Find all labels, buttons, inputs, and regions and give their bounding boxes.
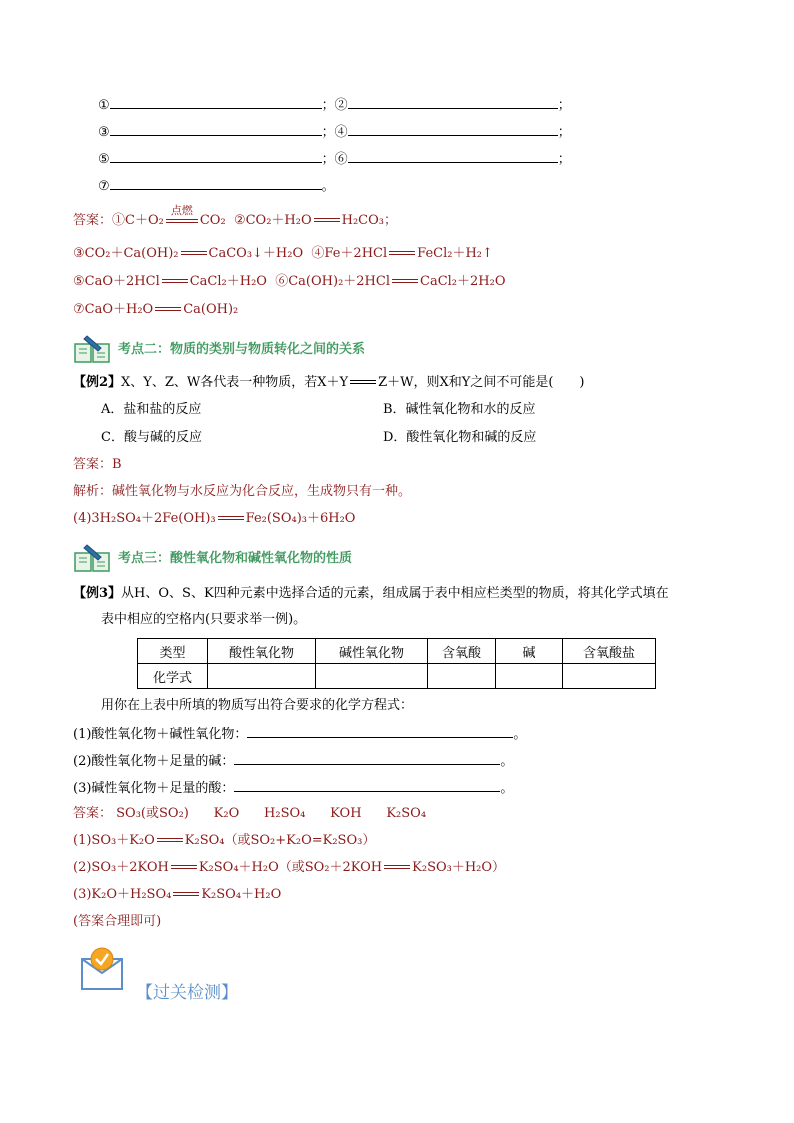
answer1-line4: ⑦CaO＋H₂O Ca(OH)₂ xyxy=(73,302,239,317)
example3-answer-line: 答案： SO₃(或SO₂) K₂O H₂SO₄ KOH K₂SO₄ xyxy=(73,806,427,821)
blank-row-1: ① ；② ； xyxy=(98,95,571,115)
example2-question: 【例2】X、Y、Z、W各代表一种物质，若X＋Y Z＋W，则X和Y之间不可能是( ) xyxy=(73,375,585,390)
example2-extra: (4)3H₂SO₄＋2Fe(OH)₃ Fe₂(SO₄)₃＋6H₂O xyxy=(73,511,356,526)
sub2-blank[interactable] xyxy=(234,751,500,765)
table-header-row xyxy=(138,639,656,664)
book-pencil-icon xyxy=(73,334,113,364)
table-input-cell[interactable] xyxy=(208,664,316,689)
example2-analysis: 解析：碱性氧化物与水反应为化合反应，生成物只有一种。 xyxy=(73,484,412,499)
answer1-line1: 答案：①C＋O₂ 点燃 CO₂ ②CO₂＋H₂O H₂CO₃； xyxy=(73,203,397,228)
example3-question-line2: 表中相应的空格内(只要求举一例)。 xyxy=(101,612,307,627)
checkpoint-icon xyxy=(80,945,124,991)
sub1-blank[interactable] xyxy=(247,724,513,738)
section3-heading: 考点三：酸性氧化物和碱性氧化物的性质 xyxy=(73,543,753,569)
blank-row-3: ⑤ ；⑥ ； xyxy=(98,149,571,169)
example3-answer-1: (1)SO₃＋K₂O K₂SO₄（或SO₂+K₂O=K₂SO₃） xyxy=(73,833,376,848)
table-header-cell: 碱性氧化物 xyxy=(316,639,428,664)
blank-2[interactable] xyxy=(348,95,558,109)
table-header-cell: 类型 xyxy=(138,639,208,664)
book-pencil-icon xyxy=(73,543,113,573)
example3-question-line1: 【例3】从H、O、S、K四种元素中选择合适的元素，组成属于表中相应栏类型的物质，将其化学式填在 xyxy=(73,586,669,601)
example2-option-b[interactable]: B．碱性氧化物和水的反应 xyxy=(383,402,536,417)
blank-5[interactable] xyxy=(110,149,322,163)
table-row xyxy=(138,664,656,689)
table-header-cell: 含氧酸盐 xyxy=(563,639,656,664)
table-input-cell[interactable] xyxy=(316,664,428,689)
table-input-cell[interactable] xyxy=(563,664,656,689)
blank-3[interactable] xyxy=(110,122,322,136)
table-input-cell[interactable] xyxy=(496,664,563,689)
example3-sub1: (1)酸性氧化物＋碱性氧化物： 。 xyxy=(73,724,526,744)
section2-heading: 考点二：物质的类别与物质转化之间的关系 xyxy=(73,334,753,360)
example3-note: (答案合理即可) xyxy=(73,914,162,929)
example2-option-d[interactable]: D．酸性氧化物和碱的反应 xyxy=(383,430,537,445)
example3-answer-2: (2)SO₃＋2KOH K₂SO₄＋H₂O（或SO₂＋2KOH K₂SO₃＋H₂O） xyxy=(73,860,506,875)
answer1-line2: ③CO₂＋Ca(OH)₂ CaCO₃↓＋H₂O ④Fe＋2HCl FeCl₂＋H₂↑ xyxy=(73,246,493,261)
sub3-blank[interactable] xyxy=(234,778,500,792)
example3-answer-3: (3)K₂O＋H₂SO₄ K₂SO₄＋H₂O xyxy=(73,887,282,902)
example2-option-c[interactable]: C．酸与碱的反应 xyxy=(101,430,202,445)
table-input-cell[interactable] xyxy=(428,664,496,689)
answer1-line3: ⑤CaO＋2HCl CaCl₂＋H₂O ⑥Ca(OH)₂＋2HCl CaCl₂＋2H₂O xyxy=(73,274,506,289)
blank-row-4: ⑦ 。 xyxy=(98,176,335,196)
blank-4[interactable] xyxy=(348,122,558,136)
table-row-label: 化学式 xyxy=(138,664,208,689)
example3-sub3: (3)碱性氧化物＋足量的酸： 。 xyxy=(73,778,513,798)
blank-7[interactable] xyxy=(110,176,322,190)
checkpoint-title: 【过关检测】 xyxy=(136,983,238,1003)
example3-sub2: (2)酸性氧化物＋足量的碱： 。 xyxy=(73,751,513,771)
example3-instruction: 用你在上表中所填的物质写出符合要求的化学方程式： xyxy=(101,698,414,713)
blank-6[interactable] xyxy=(348,149,558,163)
table-header-cell: 碱 xyxy=(496,639,563,664)
blank-row-2: ③ ；④ ； xyxy=(98,122,571,142)
formula-table xyxy=(137,638,656,689)
table-header-cell: 酸性氧化物 xyxy=(208,639,316,664)
table-header-cell: 含氧酸 xyxy=(428,639,496,664)
example2-option-a[interactable]: A．盐和盐的反应 xyxy=(101,402,202,417)
blank-1[interactable] xyxy=(110,95,322,109)
example2-answer: 答案：B xyxy=(73,457,122,472)
ignite-condition: 点燃 xyxy=(166,214,198,228)
